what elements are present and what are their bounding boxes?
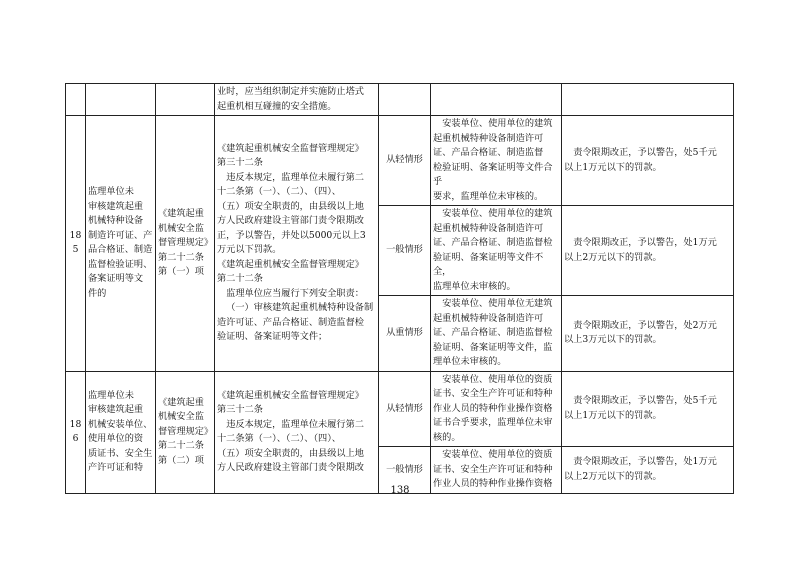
penalty-line: 责令限期改正，予以警告，处2万元 [573, 319, 717, 331]
violation-line: 审核建筑起重 [88, 200, 144, 212]
clause-line: 第二十二条 [158, 251, 204, 263]
basis-line: （一）审核建筑起重机械特种设备制 [226, 302, 374, 314]
circumstance-level: 从轻情形 [379, 116, 431, 206]
standard-line: 证书、安全生产许可证和特种 [433, 388, 553, 399]
standard-line: 安装单位、使用单位的资质 [442, 449, 553, 460]
circumstance-level: 一般情形 [379, 206, 431, 296]
cell-act-empty [86, 84, 156, 116]
item-number: 186 [66, 371, 86, 493]
clause-line: 机械安全监 [158, 411, 204, 423]
standard-line: 证、产品合格证、制造监督检 [433, 327, 553, 338]
cell-no-empty [66, 84, 86, 116]
circumstance-standard [431, 206, 562, 296]
table-body [66, 84, 734, 494]
page-number: 138 [390, 485, 410, 496]
circumstance-level: 从重情形 [379, 296, 431, 372]
circumstance-level: 从轻情形 [379, 371, 431, 447]
basis-line: （五）项安全职责的，由县级以上地 [217, 200, 364, 212]
basis-line: 《建筑起重机械安全监督管理规定》 [217, 389, 364, 401]
cell-std-empty [431, 84, 562, 116]
penalty-measure [562, 296, 734, 372]
basis-line: 起重机相互碰撞的安全措施。 [217, 100, 337, 112]
standard-line: 核的。 [433, 431, 461, 443]
cell-item-empty [156, 84, 215, 116]
penalty-measure [562, 116, 734, 206]
basis-line: 方人民政府建设主管部门责令限期改 [217, 462, 364, 473]
penalty-line: 责令限期改正，予以警告，处1万元 [573, 456, 717, 468]
table-row [66, 371, 734, 447]
circumstance-standard [431, 296, 562, 372]
basis-line: 造许可证、产品合格证、制造监督检 [217, 316, 364, 328]
basis-line: 违反本规定，监理单位未履行第二 [226, 171, 364, 183]
penalty-line: 以上1万元以下的罚款。 [564, 409, 662, 421]
violation-line: 件的 [88, 287, 107, 299]
standard-line: 安装单位、使用单位无建筑 [442, 298, 553, 309]
standard-line: 安装单位、使用单位的资质 [442, 373, 553, 385]
penalty-measure [562, 371, 734, 447]
penalty-line: 以上1万元以下的罚款。 [564, 161, 662, 173]
violation-line: 使用单位的资 [88, 433, 144, 444]
standard-line: 验证明、备案证明等文件不全， [433, 251, 544, 277]
standard-line: 理单位未审核的。 [433, 356, 507, 367]
standard-line: 验证明、备案证明等文件，监 [433, 341, 553, 353]
clause-line: 机械安全监 [158, 222, 204, 234]
standard-line: 证书、安全生产许可证和特种 [433, 463, 553, 475]
penalty-line: 以上2万元以下的罚款。 [564, 470, 662, 482]
standard-line: 安装单位、使用单位的建筑 [442, 118, 553, 129]
standard-line: 起重机械特种设备制造许可 [433, 312, 544, 324]
clause-line: 督管理规定》 [158, 237, 214, 248]
penalty-line: 责令限期改正，予以警告，处5千元 [573, 147, 717, 158]
standard-line: 证、产品合格证、制造监督 [433, 147, 544, 158]
standard-line: 要求，监理单位未审核的。 [433, 190, 544, 202]
standard-line: 安装单位、使用单位的建筑 [442, 208, 553, 219]
penalty-basis [215, 116, 379, 372]
violation-description [86, 116, 156, 372]
standard-line: 证书合乎要求，监理单位未审 [433, 417, 553, 428]
circumstance-standard [431, 371, 562, 447]
basis-line: 第三十二条 [217, 157, 263, 169]
regulation-clause [156, 116, 215, 372]
standard-line: 证、产品合格证、制造监督检 [433, 237, 553, 248]
basis-line: 违反本规定，监理单位未履行第二 [226, 418, 364, 430]
penalty-basis [215, 371, 379, 493]
standard-line: 起重机械特种设备制造许可 [433, 132, 544, 144]
clause-line: 第（一）项 [158, 266, 204, 277]
basis-line: 第二十二条 [217, 273, 263, 285]
violation-line: 机械特种设备 [88, 215, 144, 227]
basis-line: 第三十二条 [217, 404, 263, 415]
standard-line: 检验证明、备案证明等文件合乎 [433, 161, 553, 187]
standard-line: 作业人员的特种作业操作资格 [433, 402, 553, 414]
circumstance-standard [431, 116, 562, 206]
clause-line: 第（二）项 [158, 454, 204, 466]
basis-line: 万元以下罚款。 [217, 244, 282, 256]
cell-basis-continued [215, 84, 379, 116]
table-row [66, 116, 734, 206]
clause-line: 第二十二条 [158, 440, 204, 452]
basis-line: 十二条第（一）、（二）、（四）、 [217, 433, 341, 444]
cell-level-empty [379, 84, 431, 116]
violation-line: 审核建筑起重 [88, 404, 144, 415]
cell-pen-empty [562, 84, 734, 116]
penalty-line: 以上3万元以下的罚款。 [564, 334, 662, 346]
standard-line: 起重机械特种设备制造许可 [433, 222, 544, 234]
basis-line: 监理单位应当履行下列安全职责： [226, 287, 364, 299]
violation-description [86, 371, 156, 493]
basis-line: 业时，应当组织制定并实施防止塔式 [217, 86, 364, 97]
penalty-measure [562, 206, 734, 296]
basis-line: 《建筑起重机械安全监督管理规定》 [217, 142, 364, 154]
violation-line: 质证书、安全生 [88, 447, 153, 459]
violation-line: 机械安装单位、 [88, 418, 153, 430]
violation-line: 品合格证、制造 [88, 244, 153, 256]
clause-line: 《建筑起重 [158, 208, 204, 219]
penalty-line: 责令限期改正，予以警告，处5千元 [573, 395, 717, 407]
basis-line: 《建筑起重机械安全监督管理规定》 [217, 258, 364, 270]
standard-line: 监理单位未审核的。 [433, 280, 516, 292]
circumstance-level: 一般情形 [379, 447, 431, 494]
basis-line: 正，予以警告，并处以5000元以上3 [217, 229, 366, 241]
violation-line: 监理单位未 [88, 389, 134, 401]
penalty-line: 以上2万元以下的罚款。 [564, 251, 662, 263]
violation-line: 制造许可证、产 [88, 229, 153, 241]
clause-line: 督管理规定》 [158, 425, 214, 437]
violation-line: 监理单位未 [88, 186, 134, 198]
basis-line: 十二条第（一）、（二）、（四）、 [217, 186, 341, 198]
basis-line: （五）项安全职责的，由县级以上地 [217, 447, 364, 459]
violation-line: 产许可证和特 [88, 462, 144, 473]
violation-line: 备案证明等文 [88, 273, 144, 285]
penalty-discretion-table [65, 83, 734, 494]
violation-line: 监督检验证明、 [88, 258, 153, 270]
clause-line: 《建筑起重 [158, 396, 204, 408]
penalty-line: 责令限期改正，予以警告，处1万元 [573, 237, 717, 248]
regulation-clause [156, 371, 215, 493]
table-row-continuation [66, 84, 734, 116]
item-number: 185 [66, 116, 86, 372]
basis-line: 验证明、备案证明等文件； [217, 331, 328, 343]
basis-line: 方人民政府建设主管部门责令限期改 [217, 215, 364, 227]
standard-line: 作业人员的特种作业操作资格 [433, 478, 553, 489]
